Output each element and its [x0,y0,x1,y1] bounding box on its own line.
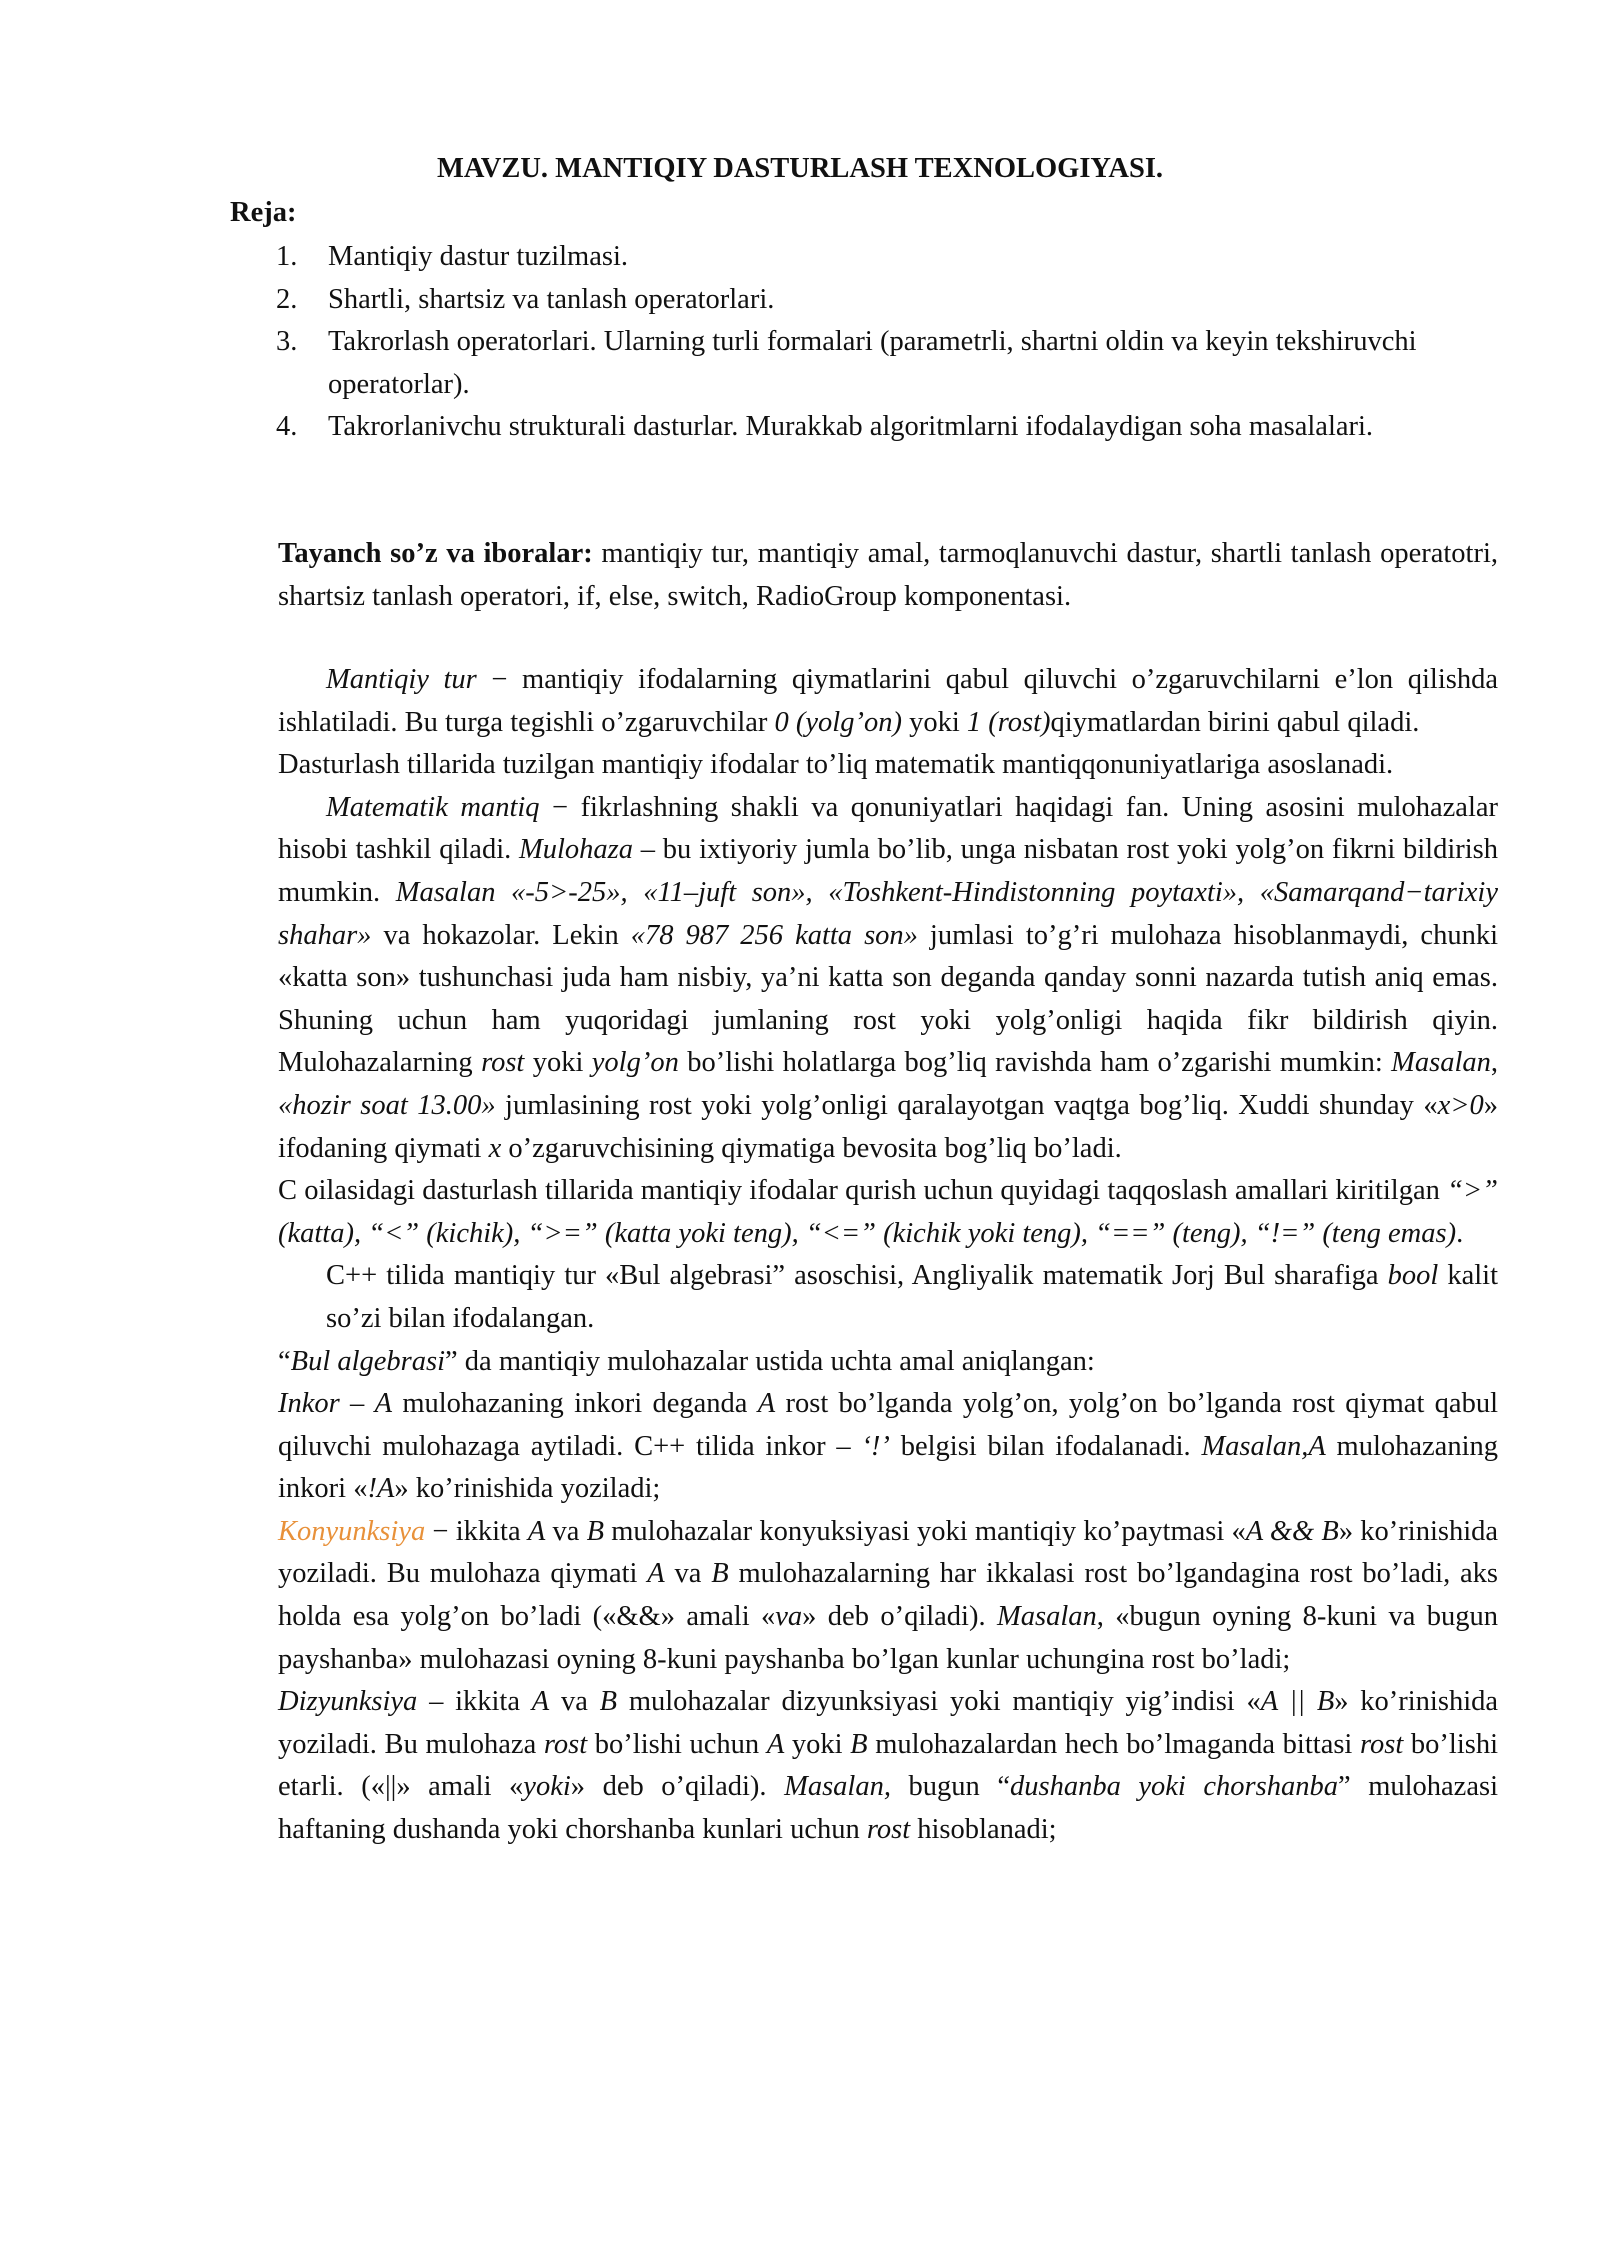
text-run: rost [866,1814,911,1846]
text-run: mulohazalarning har ikkalasi rost bo’lgandagina rost bo’ladi, aks holda esa yolg’on bo’ladi («&&» amali « [278,1558,1499,1633]
text-run: C++ tilida mantiqiy tur «Bul algebrasi” asoschisi, Angliyalik matematik Jorj Bul sharafiga [326,1260,1388,1292]
text-run: va [549,1686,600,1718]
text-run: Masalan,A [1201,1430,1326,1462]
plan-item-text: Takrorlanivchu strukturali dasturlar. Murakkab algoritmlarni ifodalaydigan soha masalalari. [328,411,1374,443]
text-run: A [766,1728,785,1760]
text-run: jumlasining rost yoki yolg’onligi qaralayotgan vaqtga bog’liq. Xuddi shunday « [495,1089,1438,1121]
text-run: » deb o’qiladi). [802,1601,997,1633]
text-run: mulohazalardan hech bo’lmaganda bittasi [867,1728,1360,1760]
text-run: Masalan [1391,1047,1491,1079]
paragraph-dizyunksiya [278,1681,1498,1851]
text-run: – bu ixtiyoriy jumla bo’lib, unga nisbatan rost yoki yolg’on fikrni bildirish mumkin. [278,834,1499,908]
text-run: bugun “ [890,1771,1010,1803]
text-run: − ikkita [425,1515,528,1547]
plan-item-number: 3. [276,326,298,358]
plan-item [276,279,1496,322]
term: Mantiqiy tur [326,664,477,695]
text-run: A [531,1686,550,1718]
text-run: “ [278,1345,291,1377]
paragraph-konyunksiya [278,1511,1498,1681]
plan-item-number: 4. [276,411,298,443]
text-run: mulohazalar dizyunksiyasi yoki mantiqiy yig’indisi « [617,1686,1261,1718]
text-run: − mantiqiy ifodalarning qiymatlarini qabul qiluvchi o’zgaruvchilarni e’lon qilishda ishlatiladi. Bu turga tegishli o’zgaruvchilar [278,664,1498,738]
text-run: , [1490,1047,1499,1079]
paragraph-inkor [278,1383,1498,1511]
text-run: yoki [524,1047,592,1079]
text-run: va hokazolar. Lekin [371,919,631,951]
plan-item-text: Takrorlash operatorlari. Ularning turli formalari (parametrli, shartni oldin va keyin tekshiruvchi operatorlar). [328,326,1417,400]
text-run: mulohazaning inkori « [278,1430,1498,1505]
term: Dizyunksiya [278,1686,418,1718]
text-run: “>” (katta), “<” (kichik), “>=” (katta yoki teng), “<=” (kichik yoki teng), “==” (teng), “!=” (teng emas) [278,1175,1498,1249]
text-run: B [586,1515,605,1547]
text-run: ‘!’ [861,1430,890,1462]
text-run: «78 987 256 katta son» [630,919,918,951]
text-run: va [664,1558,712,1590]
plan-item [276,406,1496,449]
text-run: mulohazaning inkori deganda [392,1388,758,1420]
text-run: A && B [1245,1515,1339,1547]
text-run: yoki [523,1771,571,1803]
text-run: ” mulohazasi haftaning dushanda yoki chorshanba kunlari uchun [278,1771,1498,1846]
paragraph-c-oilasidagi [278,1170,1498,1255]
plan-list [276,236,1496,449]
paragraph-dasturlash-tillarida: Dasturlash tillarida tuzilgan mantiqiy ifodalar to’liq matematik mantiqqonuniyatlariga asoslanadi. [278,749,1394,781]
text-run: bo’lishi etarli. («||» amali « [278,1728,1498,1803]
text-run: yoki [901,706,967,738]
text-run: x [488,1132,502,1164]
text-run: – ikkita [417,1686,532,1718]
text-run: Masalan «-5>-25», «11–juft son», «Toshkent-Hindistonning poytaxti», «Samarqand−tarixiy shahar» [278,876,1498,951]
text-run: qiymatlardan birini qabul qiladi. [1050,706,1420,738]
body-text [278,659,1498,1852]
text-run: ” da mantiqiy mulohazalar ustida uchta amal aniqlangan: [445,1345,1095,1377]
text-run: B [599,1686,618,1718]
text-run: rost [543,1728,588,1760]
text-run: bo’lishi holatlarga bog’liq ravishda ham o’zgarishi mumkin: [678,1047,1392,1079]
text-run: !A [367,1473,395,1505]
paragraph-bul-algebrasi [278,1341,1498,1384]
term: Matematik mantiq [326,791,540,823]
paragraph-cpp-bool [278,1255,1498,1340]
text-run: «hozir soat 13.00» [278,1089,496,1121]
text-run: rost [1359,1728,1404,1760]
text-run: A || B [1260,1686,1335,1718]
text-run: 0 (yolg’on) [774,706,902,738]
text-run: » ko’rinishida yoziladi. Bu mulohaza qiymati [278,1515,1499,1590]
plan-item [276,321,1496,406]
text-run: , «bugun oyning 8-kuni va bugun payshanba» mulohazasi oyning 8-kuni payshanba bo’lgan kunlar uchungina rost bo’ladi; [278,1601,1498,1675]
text-run: − fikrlashning shakli va qonuniyatlari haqidagi fan. Uning asosini mulohazalar hisobi tashkil qiladi. [278,791,1498,866]
text-run: » ko’rinishida yoziladi. Bu mulohaza [278,1686,1499,1760]
plan-item-number: 2. [276,283,298,315]
text-run: bo’lishi uchun [587,1728,767,1760]
plan-item [276,236,1496,279]
text-run: rost [481,1047,525,1079]
text-run: o’zgaruvchisining qiymatiga bevosita bog’liq bo’ladi. [501,1132,1122,1164]
text-run: » ko’rinishida yoziladi; [394,1473,661,1505]
text-run: – [339,1388,375,1420]
text-run: A [647,1558,665,1590]
plan-item-number: 1. [276,241,298,272]
plan-item-text: Shartli, shartsiz va tanlash operatorlari. [328,283,775,315]
keywords-text: mantiqiy tur, mantiqiy amal, tarmoqlanuvchi dastur, shartli tanlash operatotri, shartsiz tanlash operatori, if, else, switch, RadioGroup komponentasi. [278,538,1498,612]
text-run: » deb o’qiladi). [570,1771,785,1803]
text-run: mulohazalar konyuksiyasi yoki mantiqiy ko’paytmasi « [604,1515,1246,1547]
paragraph-mantiqiy-tur [278,659,1498,744]
term: Mulohaza [519,834,634,866]
text-run: va [545,1515,587,1547]
text-run: Masalan [996,1601,1097,1633]
keywords-label: Tayanch so’z va iboralar: [278,538,593,569]
text-run: hisoblanadi; [910,1814,1057,1846]
text-run: B [711,1558,729,1590]
text-run: 1 (rost) [966,706,1051,738]
text-run: B [850,1728,868,1760]
text-run: A [527,1515,546,1547]
text-run: C oilasidagi dasturlash tillarida mantiqiy ifodalar qurish uchun quyidagi taqqoslash amallari kiritilgan [278,1175,1448,1207]
plan-item-text: Mantiqiy dastur tuzilmasi. [328,241,629,272]
term: Inkor [278,1388,340,1420]
text-run: Bul algebrasi [290,1345,446,1377]
text-run: dushanba yoki chorshanba [1009,1771,1338,1803]
text-run: . [1456,1217,1464,1249]
text-run: yoki [784,1728,851,1760]
text-run: x>0 [1437,1089,1484,1121]
page-title: MAVZU. MANTIQIY DASTURLASH TEXNOLOGIYASI. [436,153,1164,184]
text-run: kalit so’zi bilan ifodalangan. [326,1260,1498,1334]
text-run: » ifodaning qiymati [278,1089,1498,1164]
text-run: A [374,1388,393,1420]
keywords-paragraph [278,532,1498,618]
plan-heading: Reja: [230,197,297,228]
text-run: Masalan, [784,1771,891,1803]
text-run: A [757,1388,776,1420]
text-run: rost bo’lganda yolg’on, yolg’on bo’lganda rost qiymat qabul qiluvchi mulohazaga aytiladi. C++ tilida inkor – [278,1388,1499,1462]
text-run: bool [1387,1260,1439,1292]
text-run: va [775,1601,803,1633]
paragraph-matematik-mantiq [278,787,1498,1170]
text-run: belgisi bilan ifodalanadi. [889,1430,1202,1462]
text-run: yolg’on [591,1047,679,1079]
term: Konyunksiya [278,1515,426,1547]
text-run: jumlasi to’g’ri mulohaza hisoblanmaydi, chunki «katta son» tushunchasi juda ham nisbiy, ya’ni katta son deganda qanday sonni nazarda tutish aniq emas. Shuning uchun ham yuqoridagi jumlaning rost yoki yolg’onligi haqida fikr bildirish qiyin. Mulohazalarning [278,919,1499,1079]
